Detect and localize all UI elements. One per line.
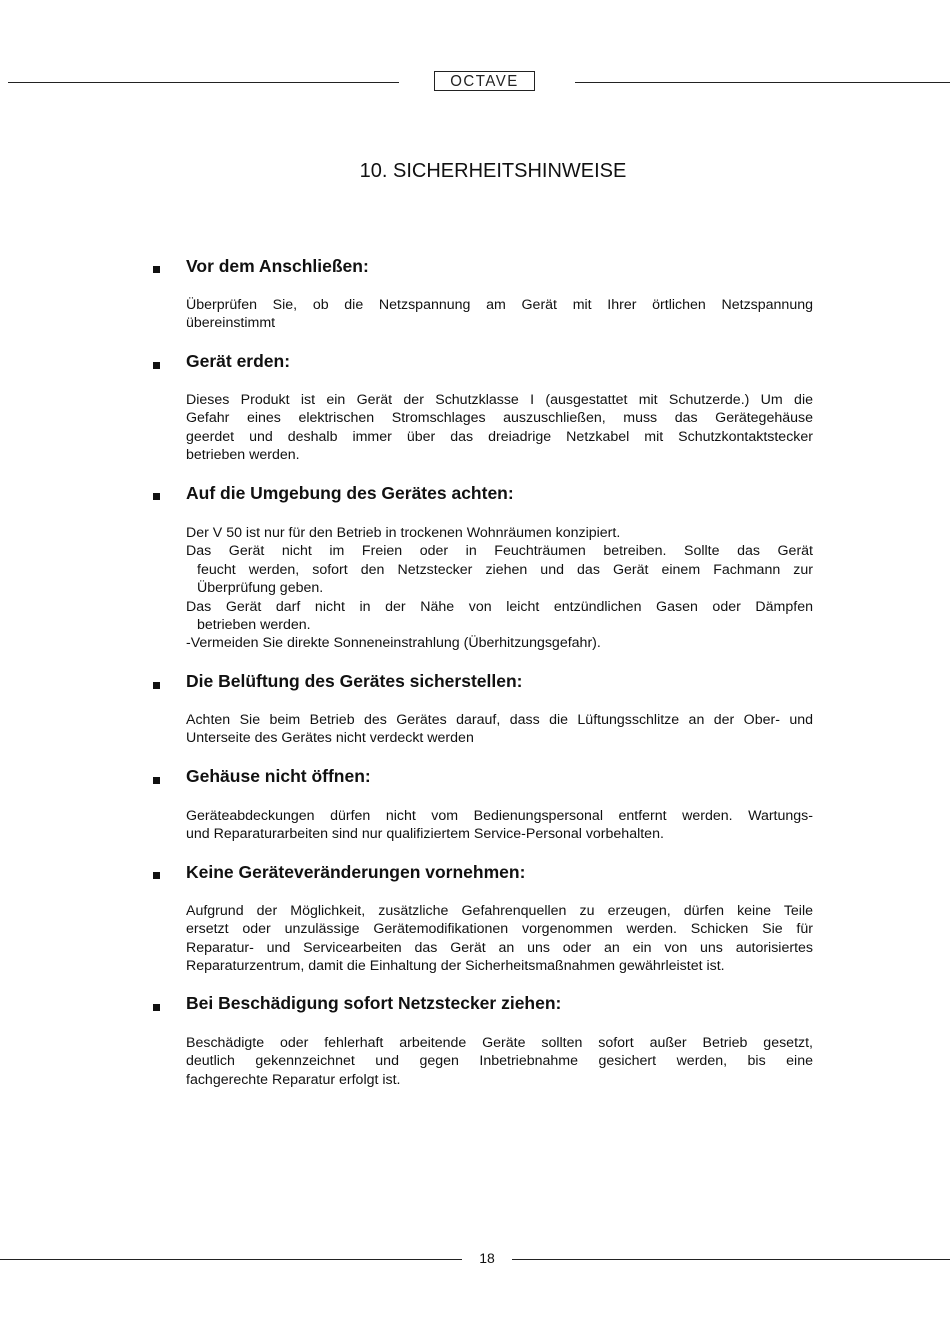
section-heading: Die Belüftung des Gerätes sicherstellen:: [186, 671, 523, 691]
section-heading: Keine Geräteveränderungen vornehmen:: [186, 862, 526, 882]
bullet-icon: [153, 872, 160, 879]
section-body: [186, 1034, 813, 1089]
body-line: geerdet und deshalb immer über das dreiadrige Netzkabel mit Schutzkontaktstecker: [186, 428, 813, 445]
body-line: Dieses Produkt ist ein Gerät der Schutzklasse I (ausgestattet mit Schutzerde.) Um die: [186, 392, 813, 408]
body-line: Geräteabdeckungen dürfen nicht vom Bedienungspersonal entfernt werden. Wartungs-: [186, 808, 813, 824]
body-line: Überprüfen Sie, ob die Netzspannung am Gerät mit Ihrer örtlichen Netzspannung: [186, 297, 813, 313]
bullet-icon: [153, 266, 160, 273]
bullet-icon: [153, 777, 160, 784]
body-line: Achten Sie beim Betrieb des Gerätes darauf, dass die Lüftungsschlitze an der Ober- und: [186, 712, 813, 728]
page-title: 10. SICHERHEITSHINWEISE: [359, 160, 627, 182]
body-line: -Vermeiden Sie direkte Sonneneinstrahlung (Überhitzungsgefahr).: [186, 635, 601, 652]
body-line: übereinstimmt: [186, 315, 276, 332]
section-body: [186, 807, 813, 844]
bullet-icon: [153, 362, 160, 369]
section-body: [186, 391, 813, 465]
body-line: Unterseite des Gerätes nicht verdeckt werden: [186, 730, 474, 747]
footer-rule-right: [512, 1259, 950, 1260]
bullet-icon: [153, 682, 160, 689]
section-heading: Auf die Umgebung des Gerätes achten:: [186, 483, 514, 503]
section-body: [186, 524, 813, 653]
body-line: betrieben werden.: [186, 447, 300, 464]
section-body: [186, 902, 813, 976]
body-line: ersetzt oder unzulässige Gerätemodifikationen vorgenommen werden. Schicken Sie für: [186, 921, 813, 938]
body-line: deutlich gekennzeichnet und gegen Inbetriebnahme gesichert werden, bis eine: [186, 1053, 813, 1070]
body-line: Beschädigte oder fehlerhaft arbeitende Geräte sollten sofort außer Betrieb gesetzt,: [186, 1035, 813, 1051]
body-line: feucht werden, sofort den Netzstecker ziehen und das Gerät einem Fachmann zur: [197, 561, 813, 578]
body-line: Gefahr eines elektrischen Stromschlages auszuschließen, muss das Gerätegehäuse: [186, 410, 813, 427]
body-line: Das Gerät darf nicht in der Nähe von leicht entzündlichen Gasen oder Dämpfen: [186, 598, 813, 615]
logo-text: OCTAVE: [450, 72, 519, 90]
section-heading: Gehäuse nicht öffnen:: [186, 766, 371, 786]
body-line: und Reparaturarbeiten sind nur qualifiziertem Service-Personal vorbehalten.: [186, 826, 664, 843]
section-heading: Gerät erden:: [186, 351, 291, 371]
footer-rule-left: [0, 1259, 462, 1260]
section-heading: Bei Beschädigung sofort Netzstecker ziehen:: [186, 993, 562, 1013]
bullet-icon: [153, 493, 160, 500]
body-line: betrieben werden.: [197, 617, 311, 634]
section-heading: Vor dem Anschließen:: [186, 256, 369, 276]
body-line: Reparatur- und Servicearbeiten das Gerät an uns oder an ein von uns autorisiertes: [186, 939, 813, 956]
body-line: Aufgrund der Möglichkeit, zusätzliche Gefahrenquellen zu erzeugen, dürfen keine Teile: [186, 903, 813, 919]
body-line: Reparaturzentrum, damit die Einhaltung der Sicherheitsmaßnahmen gewährleistet ist.: [186, 958, 725, 975]
section-body: [186, 296, 813, 333]
body-line: Überprüfung geben.: [197, 580, 324, 597]
header-rule-right: [575, 82, 950, 83]
body-line: Das Gerät nicht im Freien oder in Feuchträumen betreiben. Sollte das Gerät: [186, 543, 813, 560]
page-number: 18: [479, 1250, 495, 1266]
body-line: Der V 50 ist nur für den Betrieb in trockenen Wohnräumen konzipiert.: [186, 525, 621, 541]
header-rule-left: [8, 82, 399, 83]
octave-logo: [434, 71, 535, 91]
body-line: fachgerechte Reparatur erfolgt ist.: [186, 1071, 401, 1088]
section-body: [186, 711, 813, 748]
bullet-icon: [153, 1004, 160, 1011]
